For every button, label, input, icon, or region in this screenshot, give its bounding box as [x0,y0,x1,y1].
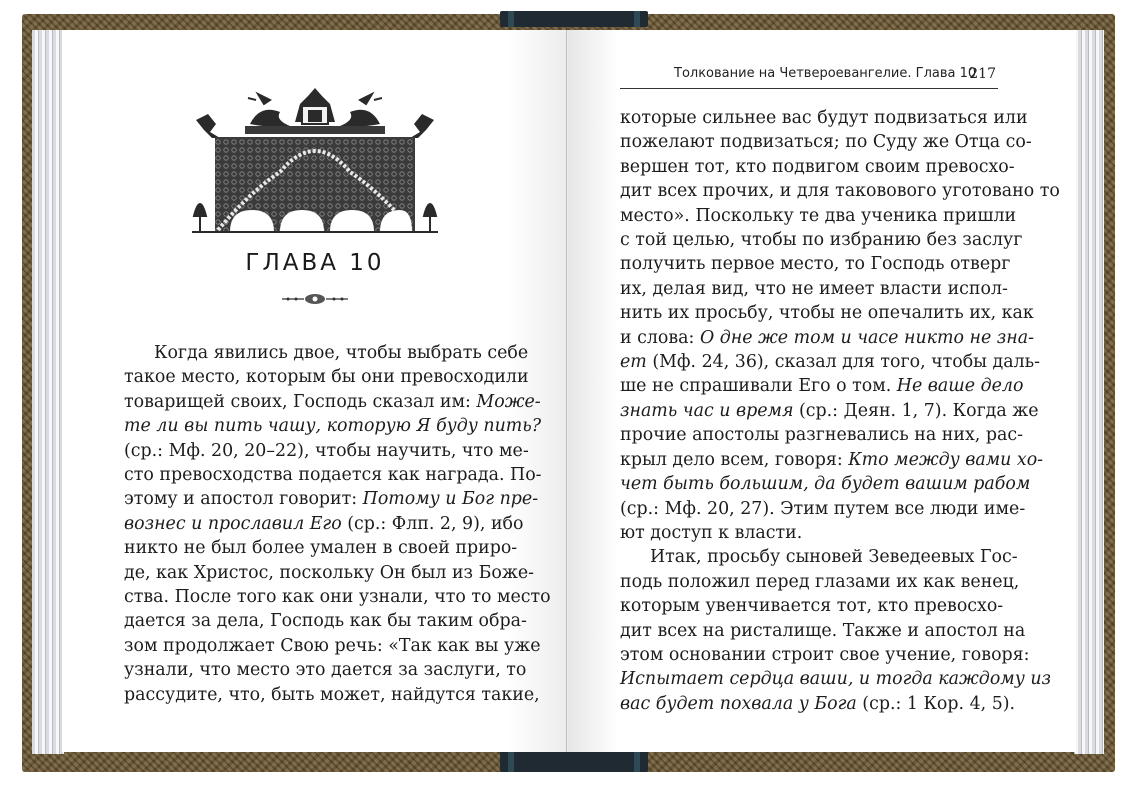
scripture-quote: Може- [476,391,541,412]
text-run: узнали, что место это дается за заслуги, то [124,660,527,681]
text-line [620,252,1011,276]
text-line [620,326,1034,350]
scripture-quote: Не ваше дело [896,376,1024,397]
text-line [124,487,539,511]
scripture-quote: знать час и время [620,400,794,421]
text-line [620,570,1020,594]
text-run: никто не был более умален в своей приро- [124,538,518,559]
running-title: Толкование на Четвероевангелие. Глава 10 [674,66,977,81]
text-line [620,594,1004,618]
text-line [124,609,527,633]
text-run: которым увенчивается тот, кто превосхо- [620,596,1004,617]
text-line [124,390,541,414]
text-line [124,683,540,707]
text-run: крыл дело всем, говоря: [620,449,849,470]
text-line [124,536,518,560]
page-edges-left [32,30,64,754]
text-run: Когда явились двое, чтобы выбрать себе [154,343,529,363]
text-line [620,374,1024,398]
text-line [620,692,1016,716]
text-line [124,439,529,463]
scripture-quote: Испытает сердца ваши, и тогда каждому из [620,669,1052,690]
text-run: (ср.: Мф. 20, 20–22), чтобы научить, что ме- [124,440,529,461]
text-line [124,414,542,438]
text-line [620,130,1032,154]
scripture-quote: О дне же том и часе никто не зна- [699,327,1034,348]
text-line [620,350,1041,374]
text-run: (ср.: 1 Кор. 4, 5). [856,693,1016,714]
text-line [620,619,1026,643]
page-number: 217 [969,66,996,82]
text-run: товарищей своих, Господь сказал им: [124,391,477,412]
text-line [620,179,1060,203]
text-run: такое место, которым бы они превосходили [124,367,529,388]
text-run: дит всех на ристалище. Также и апостол на [620,620,1026,641]
text-run: прочие апостолы разгневались на них, рас- [620,425,1023,446]
text-line [124,512,524,536]
text-line [124,561,534,585]
text-run: ства. После того как они узнали, что то место [124,587,551,608]
text-run: ше не спрашивали Его о том. [620,376,897,397]
text-run: место». Поскольку те два ученика пришли [620,205,1017,226]
chapter-title: ГЛАВА 10 [245,250,385,276]
text-line [124,341,529,365]
scripture-quote: вознес и прославил Его [124,513,342,534]
text-line [620,497,1026,521]
text-run: их, делая вид, что не имеет власти испол- [620,278,1008,299]
text-line [620,448,1044,472]
text-line [620,204,1017,228]
text-run: пожелают подвизаться; по Суду же Отца со- [620,132,1032,153]
left-page-body-text [124,341,551,707]
text-run: (Мф. 24, 36), сказал для того, чтобы даль- [646,352,1041,373]
page-edges-right [1074,30,1104,754]
text-run: Итак, просьбу сыновей Зеведеевых Гос- [650,547,1018,568]
text-run: (ср.: Мф. 20, 27). Этим путем все люди име- [620,498,1026,519]
text-line [620,301,1034,325]
text-line [620,106,1028,130]
text-run: дается за дела, Господь как бы таким обра- [124,611,527,632]
text-line [124,463,542,487]
text-line [620,667,1052,691]
running-head [620,66,998,89]
scripture-quote: те ли вы пить чашу, которую Я буду пить? [124,416,542,437]
text-run: (ср.: Деян. 1, 7). Когда же [793,400,1039,421]
text-run: с той целью, чтобы по избранию без заслуг [620,230,1023,251]
text-line [620,277,1008,301]
text-line [620,545,1018,569]
text-line [124,634,541,658]
scripture-quote: Кто между вами хо- [848,449,1044,470]
book-spine-top [500,11,648,27]
text-line [620,472,1031,496]
text-line [124,658,527,682]
scripture-quote: ет [620,352,647,373]
text-line [620,521,998,545]
text-run: (ср.: Флп. 2, 9), ибо [341,513,524,534]
text-run: рассудите, что, быть может, найдутся такие, [124,684,540,705]
text-run: вершен тот, кто подвигом своим превосхо- [620,156,1015,177]
text-line [620,228,1023,252]
text-run: получить первое место, то Господь отверг [620,254,1011,275]
text-run: подь положил перед глазами их как венец, [620,571,1020,592]
text-run: зом продолжает Свою речь: «Так как вы уже [124,635,541,656]
text-run: дит всех прочих, и для таковового уготовано то [620,181,1060,202]
scripture-quote: Потому и Бог пре- [362,489,539,510]
book-spine-bottom [500,750,648,772]
text-run: ют доступ к власти. [620,522,803,543]
text-run: этом основании строит свое учение, говоря: [620,644,1030,665]
text-run: и слова: [620,327,700,348]
scripture-quote: вас будет похвала у Бога [620,693,857,714]
text-run: этому и апостол говорит: [124,489,363,510]
scripture-quote: чет быть большим, да будет вашим рабом [620,474,1031,495]
text-run: которые сильнее вас будут подвизаться или [620,108,1028,128]
text-line [124,585,551,609]
right-page-body-text [620,106,1060,716]
text-run: нить их просьбу, чтобы не опечалить их, как [620,303,1034,324]
text-line [620,399,1039,423]
text-line [620,423,1023,447]
fleuron-divider-icon [280,293,350,305]
text-run: сто превосходства подается как награда. По- [124,465,542,486]
text-run: де, как Христос, поскольку Он был из Боже- [124,562,534,583]
headpiece-ornament-icon [190,82,440,242]
text-line [124,365,529,389]
book-gutter [566,30,567,752]
text-line [620,643,1030,667]
text-line [620,155,1015,179]
